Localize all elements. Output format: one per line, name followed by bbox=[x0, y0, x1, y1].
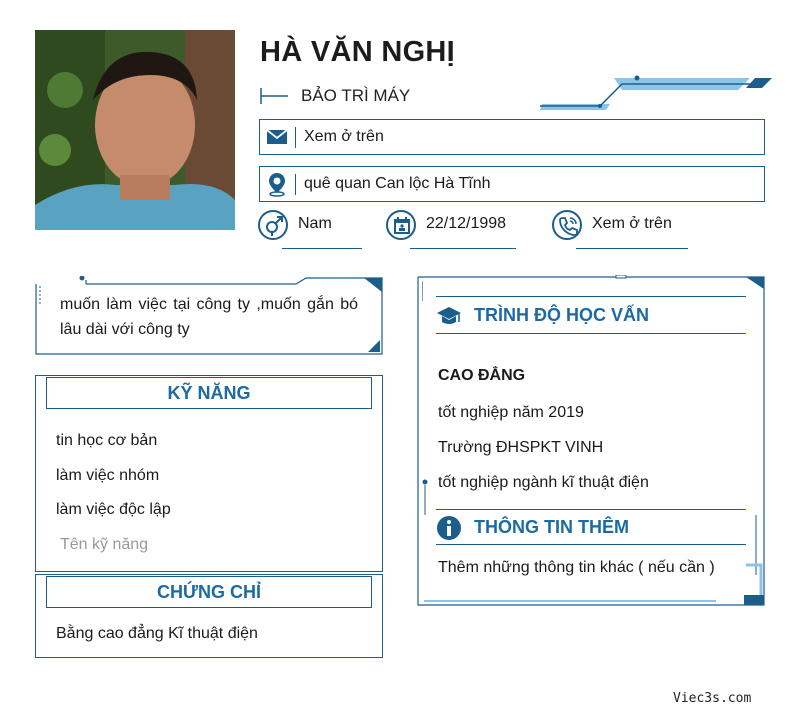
gender-info bbox=[258, 210, 368, 252]
profile-photo bbox=[35, 30, 235, 230]
education-level: CAO ĐẲNG bbox=[438, 367, 526, 384]
skills-section bbox=[35, 375, 383, 572]
skills-title: KỸ NĂNG bbox=[46, 377, 372, 409]
candidate-name: HÀ VĂN NGHỊ bbox=[260, 36, 456, 68]
info-icon bbox=[436, 515, 462, 541]
gender-icon bbox=[263, 215, 285, 237]
header-decoration bbox=[540, 74, 772, 114]
skill-item: làm việc độc lập bbox=[56, 501, 171, 518]
birthday-value: 22/12/1998 bbox=[426, 215, 507, 232]
phone-icon bbox=[557, 215, 579, 237]
site-watermark: Viec3s.com bbox=[673, 691, 752, 706]
envelope-icon bbox=[264, 124, 290, 150]
phone-value: Xem ở trên bbox=[592, 215, 672, 232]
graduation-cap-icon bbox=[436, 304, 462, 328]
email-field bbox=[259, 119, 765, 155]
skill-placeholder[interactable]: Tên kỹ năng bbox=[60, 536, 149, 553]
email-value: Xem ở trên bbox=[304, 128, 384, 145]
skill-item: tin học cơ bản bbox=[56, 432, 158, 449]
certificates-title: CHỨNG CHỈ bbox=[46, 576, 372, 608]
extra-info-title: THÔNG TIN THÊM bbox=[474, 517, 629, 537]
gender-value: Nam bbox=[298, 215, 332, 232]
phone-info bbox=[552, 210, 692, 252]
job-title: BẢO TRÌ MÁY bbox=[301, 86, 411, 105]
education-title: TRÌNH ĐỘ HỌC VẤN bbox=[474, 305, 649, 325]
certificate-item: Bằng cao đẳng Kĩ thuật điện bbox=[56, 625, 258, 642]
career-objective: muốn làm việc tại công ty ,muốn gắn bó lâu dài với công ty bbox=[60, 296, 358, 338]
calendar-icon bbox=[391, 215, 413, 237]
birthday-info bbox=[386, 210, 526, 252]
address-field bbox=[259, 166, 765, 202]
education-line: Trường ĐHSPKT VINH bbox=[438, 439, 604, 456]
education-line: tốt nghiệp ngành kĩ thuật điện bbox=[438, 474, 649, 491]
job-title-marker bbox=[260, 86, 290, 106]
skill-item: làm việc nhóm bbox=[56, 467, 160, 484]
address-value: quê quan Can lộc Hà Tĩnh bbox=[304, 175, 491, 192]
education-line: tốt nghiệp năm 2019 bbox=[438, 404, 584, 421]
extra-info-text: Thêm những thông tin khác ( nếu cần ) bbox=[438, 559, 715, 576]
map-pin-icon bbox=[264, 171, 290, 197]
certificates-section bbox=[35, 574, 383, 658]
